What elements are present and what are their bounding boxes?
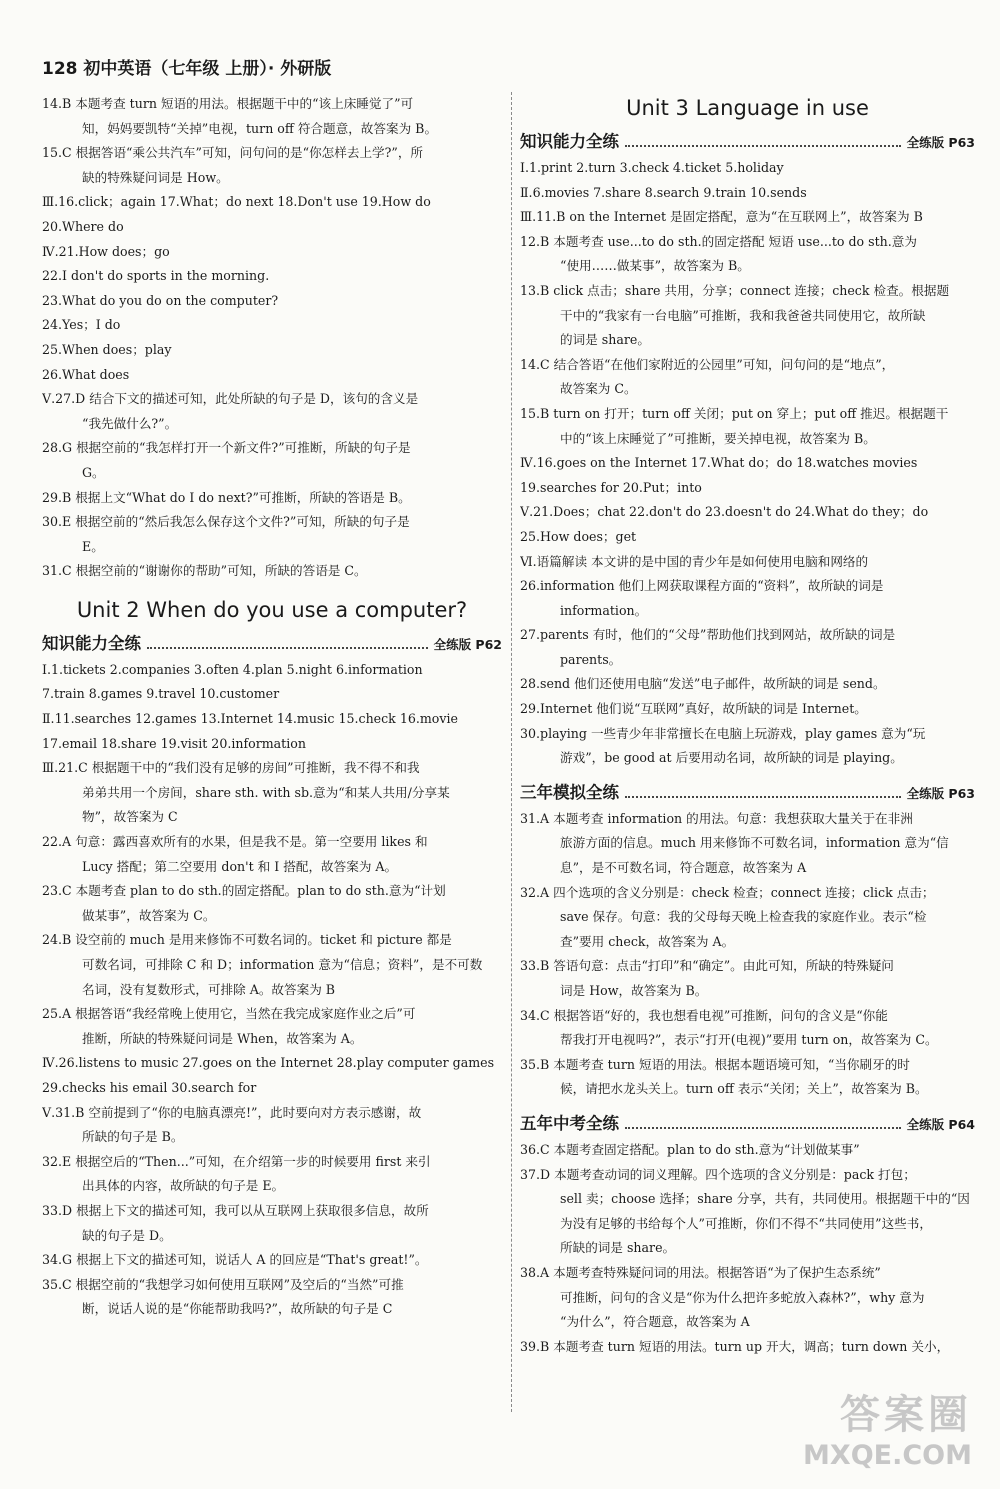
section-ref: 全练版 P63	[906, 785, 975, 801]
answer-line: Ⅴ.27.D 结合下文的描述可知，此处所缺的句子是 D，该句的含义是	[42, 391, 419, 407]
answer-line: 12.B 本题考查 use...to do sth.的固定搭配 短语 use...to do sth.意为	[520, 233, 917, 249]
answers-block	[42, 92, 502, 584]
answer-line: 36.C 本题考查固定搭配。plan to do sth.意为“计划做某事”	[520, 1141, 860, 1157]
answer-line: 名词，没有复数形式，可排除 A。故答案为 B	[82, 981, 336, 997]
answer-line: Ⅲ.11.B on the Internet 是固定搭配，意为“在互联网上”，故答案为 B	[520, 209, 923, 225]
answer-line: 31.C 根据空前的“谢谢你的帮助”可知，所缺的答语是 C。	[42, 563, 367, 579]
unit-2-title: Unit 2 When do you use a computer?	[76, 597, 468, 622]
answer-line: 所缺的句子是 B。	[82, 1129, 184, 1145]
watermark-text-cn: 答案圈	[840, 1392, 972, 1438]
answer-line: “我先做什么?”。	[82, 415, 178, 431]
answer-line: Ⅴ.31.B 空前提到了“你的电脑真漂亮!”，此时要向对方表示感谢，故	[42, 1104, 422, 1120]
answer-line: 息”，是不可数名词，符合题意，故答案为 A	[560, 860, 807, 876]
answers-block	[520, 1138, 975, 1359]
left-column	[42, 92, 502, 1322]
answer-line: Ⅲ.16.click；again 17.What；do next 18.Don't use 19.How do	[42, 194, 431, 210]
answer-line: Ⅳ.26.listens to music 27.goes on the Internet 28.play computer games	[42, 1055, 495, 1071]
answer-line: 14.C 结合答语“在他们家附近的公园里”可知，问句问的是“地点”，	[520, 356, 895, 372]
answer-line: 候，请把水龙头关上。turn off 表示“关闭；关上”，故答案为 B。	[560, 1081, 928, 1097]
answer-line: 15.B turn on 打开；turn off 关闭；put on 穿上；put off 推迟。根据题干	[520, 405, 949, 421]
column-divider	[511, 92, 512, 1412]
answer-line: 推断，所缺的特殊疑问词是 When，故答案为 A。	[82, 1030, 363, 1046]
answer-line: 查”要用 check，故答案为 A。	[560, 933, 735, 949]
section-label: 三年模拟全练	[520, 782, 619, 802]
answer-line: 7.train 8.games 9.travel 10.customer	[42, 686, 280, 702]
answer-line: 可数名词，可排除 C 和 D；information 意为“信息；资料”，是不可数	[82, 957, 483, 972]
answer-line: 39.B 本题考查 turn 短语的用法。turn up 开大，调高；turn down 关小，	[520, 1338, 950, 1354]
section-header	[520, 128, 975, 152]
answer-line: information。	[560, 602, 648, 618]
watermark-logo	[803, 1383, 972, 1471]
answer-line: 断，说话人说的是“你能帮助我吗?”，故所缺的句子是 C	[82, 1301, 393, 1317]
answer-line: 15.C 根据答语“乘公共汽车”可知，问句问的是“你怎样去上学?”，所	[42, 145, 424, 161]
answer-line: 29.Internet 他们说“互联网”真好，故所缺的词是 Internet。	[520, 701, 867, 717]
answer-line: E。	[82, 538, 104, 554]
answer-line: 为没有足够的书给每个人”可推断，你们不得不“共同使用”这些书，	[560, 1215, 932, 1231]
answer-line: 13.B click 点击；share 共用，分享；connect 连接；check 检查。根据题	[520, 282, 950, 298]
answer-line: 34.C 根据答语“好的，我也想看电视”可推断，问句的含义是“你能	[520, 1007, 888, 1023]
section-header	[520, 779, 975, 803]
answer-line: 14.B 本题考查 turn 短语的用法。根据题干中的“该上床睡觉了”可	[42, 96, 414, 111]
answer-line: G。	[82, 464, 105, 480]
answer-line: 27.parents 有时，他们的“父母”帮助他们找到网站，故所缺的词是	[520, 627, 896, 643]
answer-line: 词是 How，故答案为 B。	[560, 983, 708, 998]
answer-line: 22.A 句意：露西喜欢所有的水果，但是我不是。第一空要用 likes 和	[42, 834, 428, 850]
answer-line: 37.D 本题考查动词的词义理解。四个选项的含义分别是：pack 打包；	[520, 1166, 916, 1182]
answer-line: 32.E 根据空后的“Then...”可知，在介绍第一步的时候要用 first 来引	[42, 1153, 431, 1169]
unit-3-title: Unit 3 Language in use	[626, 96, 869, 120]
answer-line: Ⅱ.6.movies 7.share 8.search 9.train 10.sends	[520, 184, 807, 200]
answer-line: 游戏”，be good at 后要用动名词，故所缺的词是 playing。	[560, 750, 903, 766]
answer-line: 缺的特殊疑问词是 How。	[82, 169, 229, 185]
answer-line: 25.When does；play	[42, 341, 172, 357]
answer-line: 23.C 本题考查 plan to do sth.的固定搭配。plan to do sth.意为“计划	[42, 883, 446, 899]
answer-line: 30.E 根据空前的“然后我怎么保存这个文件?”可知，所缺的句子是	[42, 514, 410, 530]
section-label: 知识能力全练	[520, 132, 619, 151]
section-ref: 全练版 P63	[906, 135, 975, 150]
answer-line: 故答案为 C。	[560, 381, 637, 397]
answers-block	[520, 807, 975, 1102]
answer-line: Ⅱ.11.searches 12.games 13.Internet 14.music 15.check 16.movie	[42, 711, 458, 727]
answer-line: 中的“该上床睡觉了”可推断，要关掉电视，故答案为 B。	[560, 430, 876, 446]
answer-line: “使用……做某事”，故答案为 B。	[560, 258, 750, 274]
section-label: 五年中考全练	[520, 1113, 619, 1133]
answer-line: 所缺的词是 share。	[560, 1240, 676, 1256]
answer-line: 25.How does；get	[520, 528, 637, 544]
section-ref: 全练版 P62	[433, 636, 502, 652]
answer-line: Ⅰ.1.print 2.turn 3.check 4.ticket 5.holiday	[520, 160, 784, 175]
answer-line: 30.playing 一些青少年非常擅长在电脑上玩游戏，play games 意为“玩	[520, 725, 926, 741]
answer-line: 缺的句子是 D。	[82, 1227, 172, 1243]
section-ref: 全练版 P64	[906, 1116, 975, 1132]
section-label: 知识能力全练	[42, 633, 141, 653]
answer-line: parents。	[560, 651, 622, 667]
section-dots	[625, 1126, 901, 1129]
answer-line: 32.A 四个选项的含义分别是：check 检查；connect 连接；click 点击；	[520, 884, 935, 900]
answer-line: Ⅳ.21.How does；go	[42, 243, 170, 259]
answer-line: Ⅰ.1.tickets 2.companies 3.often 4.plan 5.night 6.information	[42, 661, 423, 677]
answer-line: 19.searches for 20.Put；into	[520, 479, 702, 495]
answer-line: 35.B 本题考查 turn 短语的用法。根据本题语境可知，“当你刷牙的时	[520, 1056, 910, 1072]
answer-line: 33.D 根据上下文的描述可知，我可以从互联网上获取很多信息，故所	[42, 1202, 429, 1218]
answer-line: “为什么”，符合题意，故答案为 A	[560, 1314, 750, 1330]
answer-line: 的词是 share。	[560, 332, 650, 348]
answer-line: 28.G 根据空前的“我怎样打开一个新文件?”可推断，所缺的句子是	[42, 440, 411, 456]
answer-line: 23.What do you do on the computer?	[42, 292, 279, 308]
answer-line: 22.I don't do sports in the morning.	[42, 268, 270, 284]
watermark-text-en: MXQE.COM	[803, 1440, 972, 1471]
answer-line: 24.B 设空前的 much 是用来修饰不可数名词的。ticket 和 picture 都是	[42, 932, 452, 948]
answer-line: 29.checks his email 30.search for	[42, 1079, 257, 1095]
answers-block	[520, 156, 975, 771]
answer-line: 出具体的内容，故所缺的句子是 E。	[82, 1178, 285, 1194]
right-column	[520, 92, 975, 1359]
answer-line: 物”，故答案为 C	[82, 809, 178, 825]
answer-line: 20.Where do	[42, 218, 124, 234]
answer-line: 34.G 根据上下文的描述可知，说话人 A 的回应是“That's great!”。	[42, 1252, 428, 1268]
section-dots	[625, 144, 901, 147]
section-dots	[147, 646, 428, 649]
answer-line: 26.What does	[42, 366, 130, 382]
answer-line: 33.B 答语句意：点击“打印”和“确定”。由此可知，所缺的特殊疑问	[520, 958, 894, 974]
answer-line: 29.B 根据上文“What do I do next?”可推断，所缺的答语是 B。	[42, 489, 411, 505]
page-header: 128 初中英语（七年级 上册）· 外研版	[42, 59, 332, 79]
answer-line: 31.A 本题考查 information 的用法。句意：我想获取大量关于在非洲	[520, 810, 913, 826]
answer-line: 做某事”，故答案为 C。	[82, 907, 216, 923]
answer-line: 24.Yes；I do	[42, 317, 121, 333]
answer-line: save 保存。句意：我的父母每天晚上检查我的家庭作业。表示“检	[560, 909, 927, 925]
answer-line: Ⅵ.语篇解读 本文讲的是中国的青少年是如何使用电脑和网络的	[520, 553, 869, 569]
answer-line: 可推断，问句的含义是“你为什么把许多蛇放入森林?”，why 意为	[560, 1289, 925, 1305]
answers-block	[42, 658, 502, 1322]
answer-line: 干中的“我家有一台电脑”可推断，我和我爸爸共同使用它，故所缺	[560, 307, 926, 323]
section-header	[42, 630, 502, 654]
answer-line: Ⅴ.21.Does；chat 22.don't do 23.doesn't do 24.What do they；do	[520, 504, 929, 520]
section-dots	[625, 795, 901, 798]
answer-line: 帮我打开电视吗?”，表示“打开(电视)”要用 turn on，故答案为 C。	[560, 1032, 938, 1048]
answer-line: 35.C 根据空前的“我想学习如何使用互联网”及空后的“当然”可推	[42, 1276, 404, 1292]
answer-line: 旅游方面的信息。much 用来修饰不可数名词，information 意为“信	[560, 835, 949, 851]
answer-line: 26.information 他们上网获取课程方面的“资料”，故所缺的词是	[520, 578, 884, 594]
section-header	[520, 1110, 975, 1134]
answer-line: 17.email 18.share 19.visit 20.information	[42, 735, 306, 751]
answer-line: sell 卖；choose 选择；share 分享，共有，共同使用。根据题干中的“因	[560, 1191, 970, 1207]
answer-line: 25.A 根据答语“我经常晚上使用它，当然在我完成家庭作业之后”可	[42, 1006, 416, 1022]
answer-line: 弟弟共用一个房间，share sth. with sb.意为“和某人共用/分享某	[82, 784, 450, 800]
answer-line: 知，妈妈要凯特“关掉”电视，turn off 符合题意，故答案为 B。	[82, 120, 438, 136]
answer-line: Ⅲ.21.C 根据题干中的“我们没有足够的房间”可推断，我不得不和我	[42, 760, 420, 776]
answer-line: 38.A 本题考查特殊疑问词的用法。根据答语“为了保护生态系统”	[520, 1264, 881, 1280]
answer-line: 28.send 他们还使用电脑“发送”电子邮件，故所缺的词是 send。	[520, 676, 886, 692]
answer-line: Lucy 搭配；第二空要用 don't 和 I 搭配，故答案为 A。	[82, 858, 398, 874]
answer-line: Ⅳ.16.goes on the Internet 17.What do；do 18.watches movies	[520, 455, 918, 471]
